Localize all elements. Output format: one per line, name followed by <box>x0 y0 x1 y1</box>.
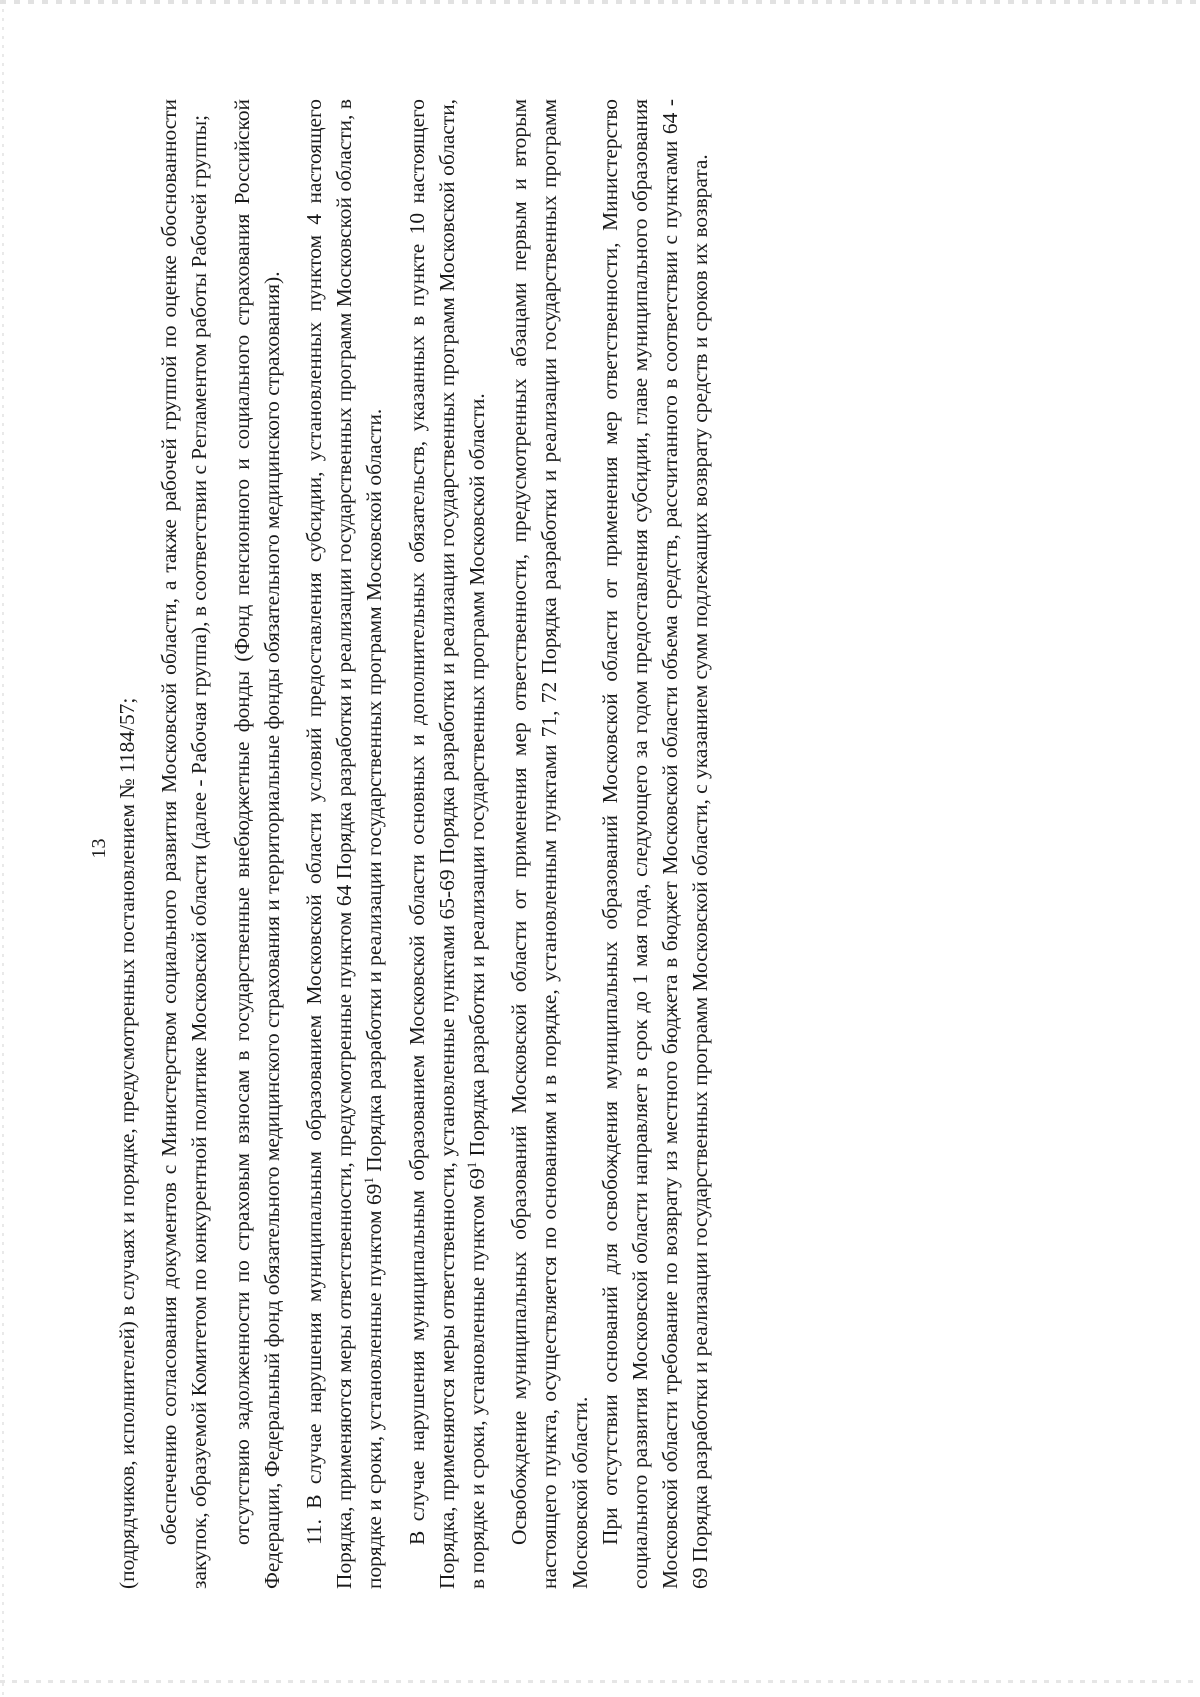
footnote-marker: 1 <box>463 1161 479 1169</box>
paragraph-section-11 <box>299 99 390 1589</box>
paragraph-approval-documents: обеспечению согласования документов с Министерством социального развития Московской области, а также рабочей группой по оценке обоснованности закупок, образуемой Комитетом по конкурентной политике Московской области (далее - Рабочая группа), в соответствии с Регламентом работы Рабочей группы; <box>157 99 212 1589</box>
paragraph-obligations-breach-tail: Порядка разработки и реализации государственных программ Московской области. <box>465 393 490 1162</box>
paragraph-section-11-text: 11. В случае нарушения муниципальным образованием Московской области условий предоставления субсидии, установленных пунктом 4 настоящего Порядка, применяются меры ответственности, предусмотренные пунктом 64 Порядка разработки и реализации государственных программ Московской области, в порядке и сроки, установленные пунктом 69 <box>302 99 387 1589</box>
paragraph-continuation: (подрядчиков, исполнителей) в случаях и порядке, предусмотренных постановлением № 1184/57; <box>115 697 139 1589</box>
paragraph-exemption: Освобождение муниципальных образований Московской области от применения мер ответственности, предусмотренных абзацами первым и вторым настоящего пункта, осуществляется по основаниям и в порядке, установленным пунктами 71, 72 Порядка разработки и реализации государственных программ Московской области. <box>507 99 592 1589</box>
paragraph-refund-requirement: При отсутствии оснований для освобождения муниципальных образований Московской области от применения мер ответственности, Министерство социального развития Московской области направляет в срок до 1 мая года, следующего за годом предоставления субсидии, главе муниципального образования Московской области требование по возврату из местного бюджета в бюджет Московской области объема средств, рассчитанного в соответствии с пунктами 64 - 69 Порядка разработки и реализации государственных программ Московской области, с указанием сумм подлежащих возврату средств и сроков их возврата. <box>597 99 713 1589</box>
paragraph-section-11-tail: Порядка разработки и реализации государственных программ Московской области. <box>362 408 387 1178</box>
page-number: 13 <box>88 838 110 859</box>
paragraph-obligations-breach-text: В случае нарушения муниципальным образованием Московской области основных и дополнительных обязательств, указанных в пункте 10 настоящего Порядка, применяются меры ответственности, установленные пунктами 65-69 Порядка разработки и реализации государственных программ Московской области, в порядке и сроки, установленные пунктом 69 <box>404 99 490 1589</box>
document-body <box>112 99 716 1589</box>
footnote-marker: 1 <box>361 1177 377 1184</box>
paragraph-obligations-breach <box>402 99 493 1589</box>
paragraph-no-debt: отсутствию задолженности по страховым взносам в государственные внебюджетные фонды (Фонд пенсионного и социального страхования Российской Федерации, Федеральный фонд обязательного медицинского страхования и территориальные фонды обязательного медицинского страхования). <box>229 99 284 1589</box>
